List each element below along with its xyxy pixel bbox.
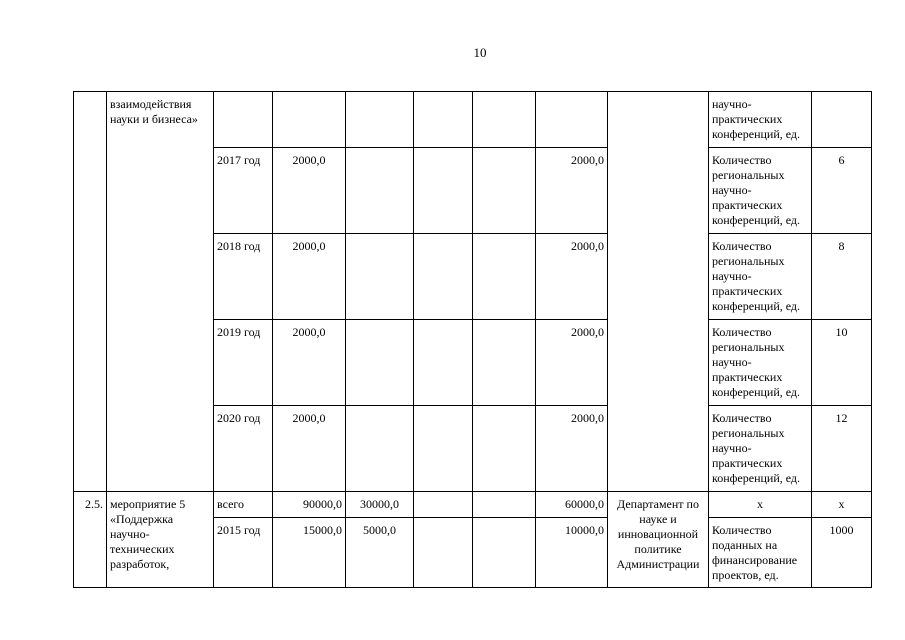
cell-name: мероприятие 5 «Поддержка научно-технических разработок,: [107, 492, 214, 588]
cell-municipal: [473, 234, 536, 320]
program-table: [73, 91, 872, 588]
cell-municipal: [473, 320, 536, 406]
cell-local: 2000,0: [536, 234, 608, 320]
cell-total: 2000,0: [273, 320, 346, 406]
cell-num: [74, 92, 107, 492]
cell-indicator: Количество поданных на финансирование проектов, ед.: [709, 518, 812, 588]
cell-period: 2020 год: [214, 406, 273, 492]
cell-indicator: научно-практических конференций, ед.: [709, 92, 812, 148]
cell-executor: [608, 92, 709, 492]
cell-federal: [346, 320, 414, 406]
cell-indicator: х: [709, 492, 812, 518]
cell-regional: [414, 518, 473, 588]
cell-regional: [414, 320, 473, 406]
cell-indicator: Количество региональных научно-практических конференций, ед.: [709, 320, 812, 406]
cell-local: 2000,0: [536, 406, 608, 492]
cell-total: 90000,0: [273, 492, 346, 518]
table-row: [74, 492, 872, 518]
cell-municipal: [473, 406, 536, 492]
cell-regional: [414, 148, 473, 234]
table-row: [74, 92, 872, 148]
cell-period: 2018 год: [214, 234, 273, 320]
cell-value: 6: [812, 148, 872, 234]
cell-federal: 30000,0: [346, 492, 414, 518]
cell-municipal: [473, 492, 536, 518]
cell-value: 12: [812, 406, 872, 492]
cell-value: 10: [812, 320, 872, 406]
cell-period: всего: [214, 492, 273, 518]
cell-regional: [414, 92, 473, 148]
cell-federal: [346, 406, 414, 492]
cell-period: 2019 год: [214, 320, 273, 406]
cell-local: 2000,0: [536, 320, 608, 406]
cell-local: [536, 92, 608, 148]
cell-total: [273, 92, 346, 148]
cell-federal: 5000,0: [346, 518, 414, 588]
cell-value: 1000: [812, 518, 872, 588]
cell-name: взаимодействия науки и бизнеса»: [107, 92, 214, 492]
cell-total: 2000,0: [273, 234, 346, 320]
cell-period: [214, 92, 273, 148]
cell-indicator: Количество региональных научно-практических конференций, ед.: [709, 406, 812, 492]
cell-value: х: [812, 492, 872, 518]
cell-total: 2000,0: [273, 148, 346, 234]
page-number: 10: [473, 45, 487, 60]
cell-municipal: [473, 518, 536, 588]
cell-value: 8: [812, 234, 872, 320]
cell-regional: [414, 234, 473, 320]
cell-regional: [414, 492, 473, 518]
cell-municipal: [473, 148, 536, 234]
cell-total: 2000,0: [273, 406, 346, 492]
cell-municipal: [473, 92, 536, 148]
cell-indicator: Количество региональных научно-практических конференций, ед.: [709, 148, 812, 234]
cell-local: 60000,0: [536, 492, 608, 518]
cell-num: 2.5.: [74, 492, 107, 588]
cell-regional: [414, 406, 473, 492]
cell-value: [812, 92, 872, 148]
cell-federal: [346, 234, 414, 320]
cell-indicator: Количество региональных научно-практических конференций, ед.: [709, 234, 812, 320]
cell-period: 2017 год: [214, 148, 273, 234]
cell-local: 10000,0: [536, 518, 608, 588]
cell-period: 2015 год: [214, 518, 273, 588]
cell-federal: [346, 148, 414, 234]
cell-executor: Департамент по науке и инновационной политике Администрации: [608, 492, 709, 588]
cell-total: 15000,0: [273, 518, 346, 588]
cell-local: 2000,0: [536, 148, 608, 234]
cell-federal: [346, 92, 414, 148]
